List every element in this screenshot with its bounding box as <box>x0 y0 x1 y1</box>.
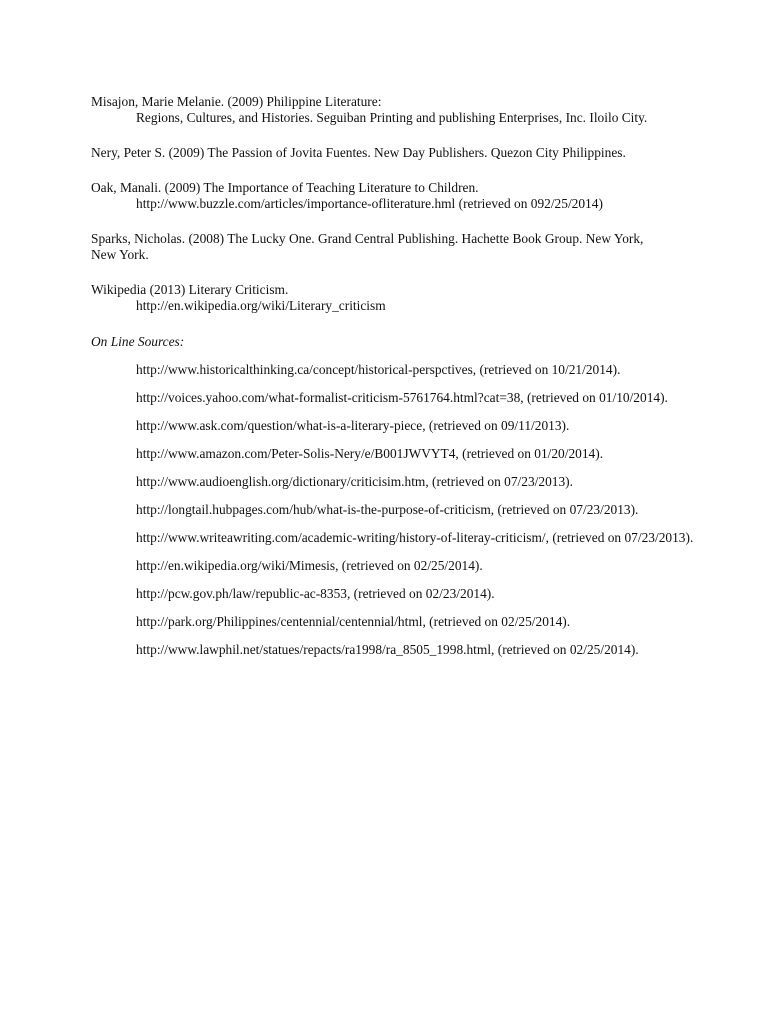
reference-line: New York. <box>91 247 149 262</box>
online-sources-list <box>136 362 693 670</box>
reference-oak <box>91 180 731 212</box>
reference-misajon <box>91 94 731 126</box>
reference-list <box>91 94 731 333</box>
online-sources-heading: On Line Sources: <box>91 334 185 349</box>
reference-line: Oak, Manali. (2009) The Importance of Teaching Literature to Children. <box>91 180 479 195</box>
online-source-item: http://www.amazon.com/Peter-Solis-Nery/e/B001JWVYT4, (retrieved on 01/20/2014). <box>136 446 604 461</box>
reference-sparks <box>91 231 731 263</box>
online-source-item: http://www.historicalthinking.ca/concept/historical-perspctives, (retrieved on 10/21/2014). <box>136 362 621 377</box>
online-source-item: http://voices.yahoo.com/what-formalist-criticism-5761764.html?cat=38, (retrieved on 01/10/2014). <box>136 390 668 405</box>
online-source-item: http://www.audioenglish.org/dictionary/criticisim.htm, (retrieved on 07/23/2013). <box>136 474 573 489</box>
online-source-item: http://www.lawphil.net/statues/repacts/ra1998/ra_8505_1998.html, (retrieved on 02/25/2014). <box>136 642 639 657</box>
reference-nery <box>91 145 731 161</box>
reference-line: Misajon, Marie Melanie. (2009) Philippine Literature: <box>91 94 382 109</box>
reference-line-indented: http://www.buzzle.com/articles/importance-ofliterature.hml (retrieved on 092/25/2014) <box>136 196 603 211</box>
reference-wikipedia <box>91 282 731 314</box>
online-source-item: http://www.ask.com/question/what-is-a-literary-piece, (retrieved on 09/11/2013). <box>136 418 570 433</box>
reference-line-indented: Regions, Cultures, and Histories. Seguiban Printing and publishing Enterprises, Inc. Iloilo City. <box>136 110 648 125</box>
online-source-item: http://en.wikipedia.org/wiki/Mimesis, (retrieved on 02/25/2014). <box>136 558 483 573</box>
online-source-item: http://longtail.hubpages.com/hub/what-is-the-purpose-of-criticism, (retrieved on 07/23/2013). <box>136 502 639 517</box>
reference-line: Sparks, Nicholas. (2008) The Lucky One. Grand Central Publishing. Hachette Book Group. New York, <box>91 231 644 246</box>
reference-line: Nery, Peter S. (2009) The Passion of Jovita Fuentes. New Day Publishers. Quezon City Philippines. <box>91 145 626 160</box>
online-source-item: http://park.org/Philippines/centennial/centennial/html, (retrieved on 02/25/2014). <box>136 614 571 629</box>
reference-line-indented: http://en.wikipedia.org/wiki/Literary_criticism <box>136 298 386 313</box>
reference-line: Wikipedia (2013) Literary Criticism. <box>91 282 289 297</box>
online-source-item: http://www.writeawriting.com/academic-writing/history-of-literay-criticism/, (retrieved on 07/23/2013). <box>136 530 694 545</box>
online-source-item: http://pcw.gov.ph/law/republic-ac-8353, (retrieved on 02/23/2014). <box>136 586 495 601</box>
